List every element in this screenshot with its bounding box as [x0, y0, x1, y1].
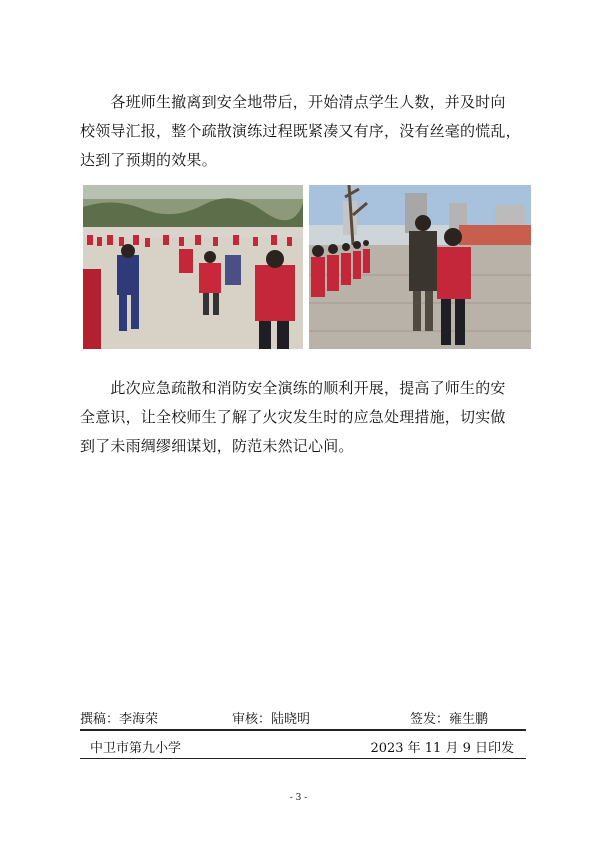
- reviewer-credit: 审核：陆晓明: [232, 712, 311, 727]
- photo-students-evacuating: [83, 185, 303, 349]
- school-name: 中卫市第九小学: [90, 741, 182, 756]
- paragraph-line: 校领导汇报，整个疏散演练过程既紧凑又有序，没有丝毫的慌乱，: [80, 122, 521, 140]
- paragraph-line: 全意识，让全校师生了解了火灾发生时的应急处理措施，切实做: [80, 408, 506, 426]
- footer-rule-thick: [80, 729, 526, 731]
- footer-rule-thin: [80, 758, 526, 759]
- paragraph-drill-significance: [80, 374, 528, 461]
- photo-students-lined-up: [309, 185, 531, 349]
- issue-date: 2023 年 11 月 9 日印发: [370, 741, 514, 756]
- page-number: - 3 -: [289, 793, 308, 803]
- footer-credits: [80, 708, 528, 726]
- paragraph-line: 各班师生撤离到安全地带后，开始清点学生人数，并及时向: [80, 93, 506, 111]
- author-credit: 撰稿：李海荣: [80, 712, 159, 727]
- paragraph-evacuation-summary: [80, 88, 528, 175]
- signer-credit: 签发：雍生鹏: [410, 712, 489, 727]
- footer-issuer: [80, 737, 528, 755]
- paragraph-line: 到了未雨绸缪细谋划，防范未然记心间。: [80, 437, 354, 455]
- paragraph-line: 达到了预期的效果。: [80, 151, 217, 169]
- paragraph-line: 此次应急疏散和消防安全演练的顺利开展，提高了师生的安: [80, 379, 506, 397]
